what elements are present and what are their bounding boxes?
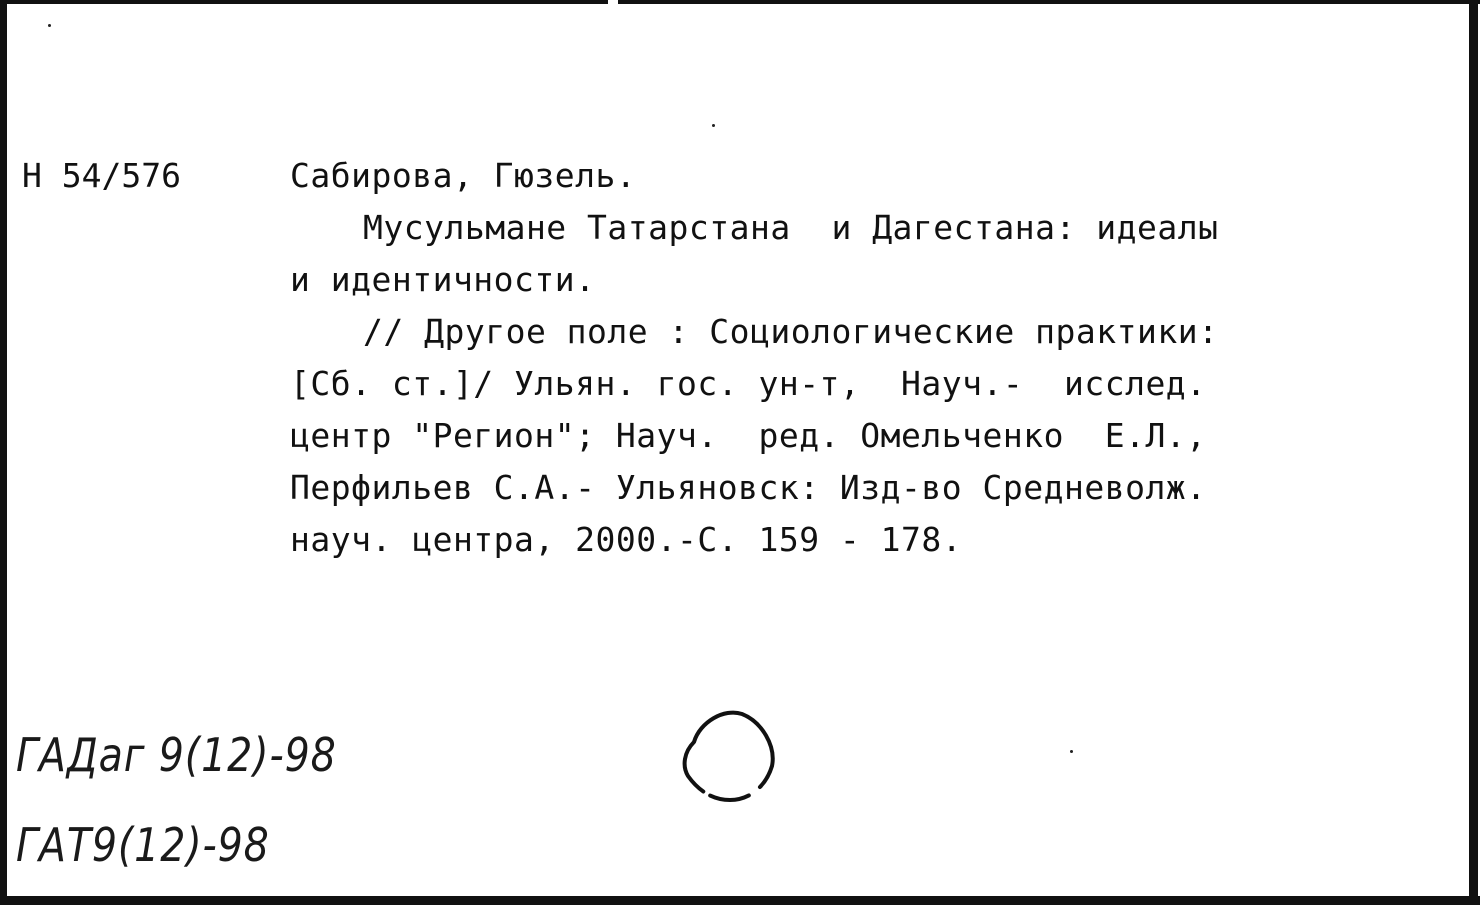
handwritten-shelfmark-2: ГАТ9(12)-98 (16, 818, 270, 872)
bibliographic-entry (290, 150, 1400, 566)
card-border-bottom (0, 896, 1480, 905)
scan-speck (48, 24, 51, 27)
source-line-2: [Сб. ст.]/ Ульян. гос. ун-т, Науч.- исслед. (290, 364, 1207, 403)
card-border-top (0, 0, 1480, 4)
punch-hole-icon (676, 704, 780, 808)
source-line-1: // Другое поле : Социологические практики: (363, 312, 1219, 351)
source-line-4: Перфильев С.А.- Ульяновск: Изд-во Средневолж. (290, 468, 1207, 507)
source-line-3: центр "Регион"; Науч. ред. Омельченко Е.Л., (290, 416, 1207, 455)
call-number: Н 54/576 (22, 156, 181, 195)
title-line-1: Мусульмане Татарстана и Дагестана: идеалы (363, 208, 1219, 247)
author-line: Сабирова, Гюзель. (290, 156, 637, 195)
source-line-5: науч. центра, 2000.-С. 159 - 178. (290, 520, 963, 559)
handwritten-shelfmark-1: ГАДаг 9(12)-98 (16, 728, 337, 782)
scan-speck (1070, 750, 1073, 753)
card-border-left (0, 0, 7, 905)
title-line-2: и идентичности. (290, 260, 596, 299)
card-border-gap (608, 0, 618, 4)
card-border-right (1469, 0, 1478, 905)
scan-speck (712, 124, 715, 127)
